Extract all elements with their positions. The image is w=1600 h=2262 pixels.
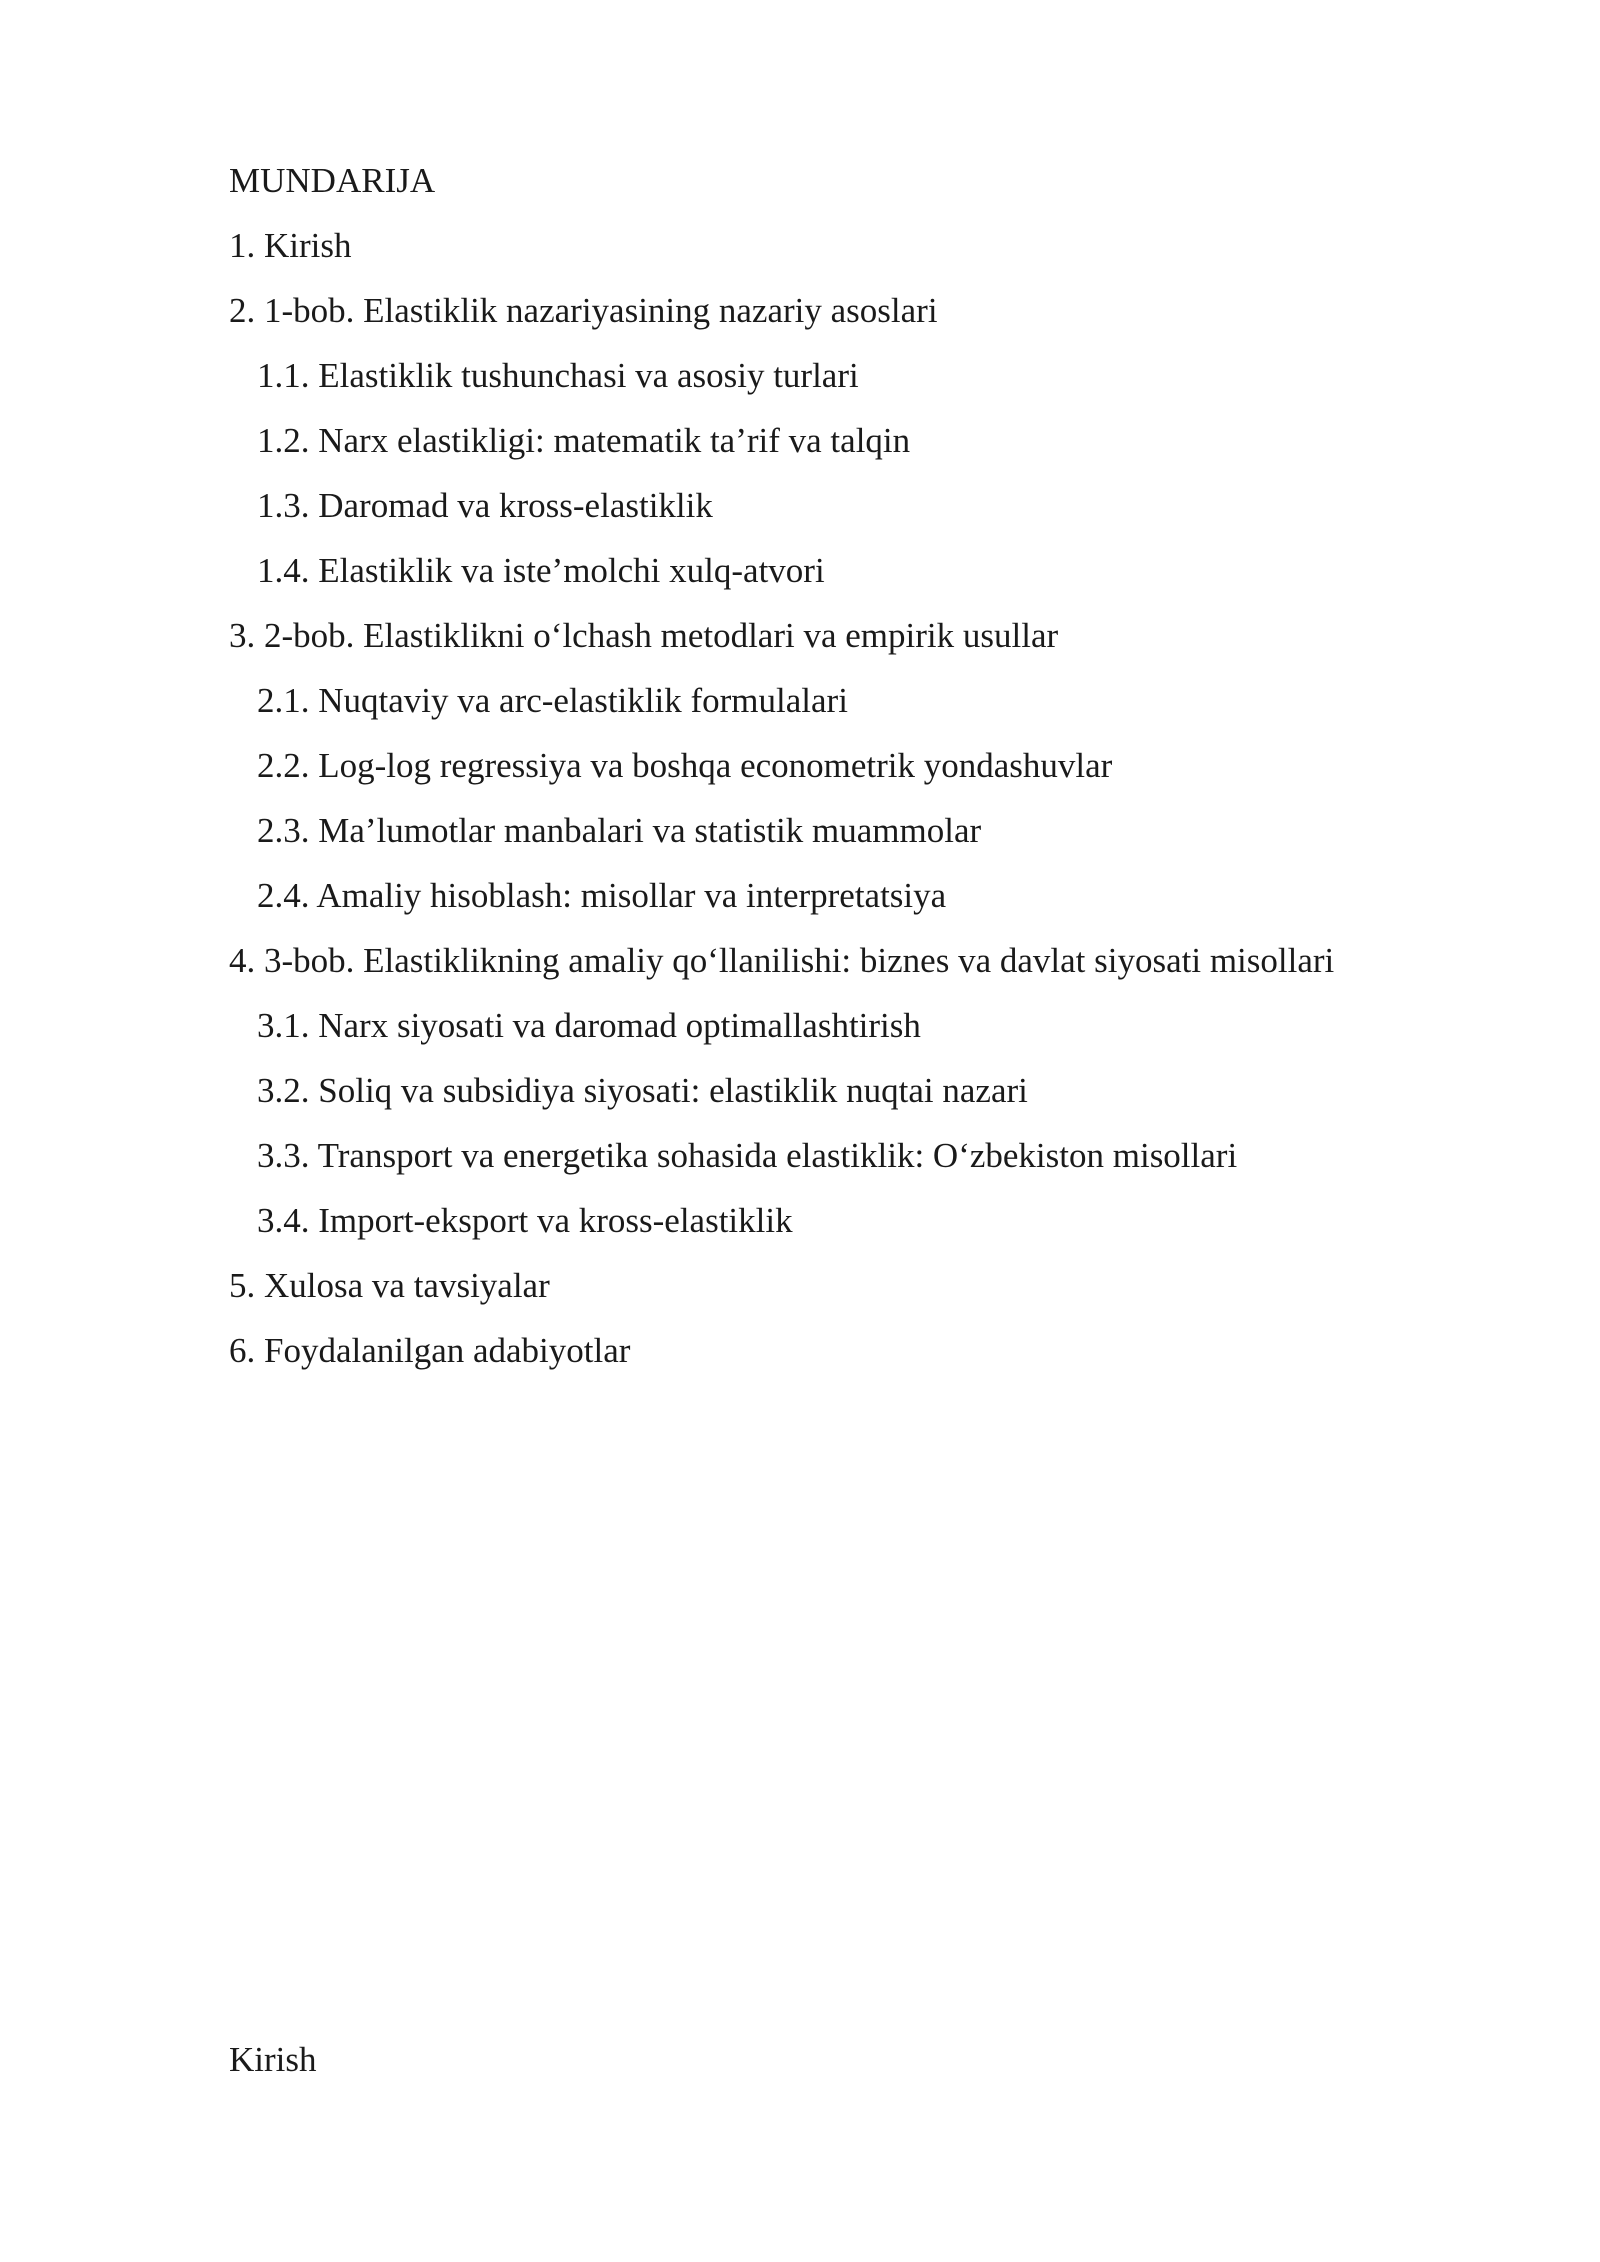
table-of-contents xyxy=(229,148,1529,1383)
toc-subentry: 1.1. Elastiklik tushunchasi va asosiy turlari xyxy=(257,356,859,395)
toc-subentry: 2.3. Ma’lumotlar manbalari va statistik muammolar xyxy=(257,811,982,850)
toc-entry: 4. 3-bob. Elastiklikning amaliy qo‘llanilishi: biznes va davlat siyosati misollari xyxy=(229,941,1335,980)
section-heading-kirish: Kirish xyxy=(229,2040,317,2079)
toc-entry: 1. Kirish xyxy=(229,226,352,265)
toc-subentry: 3.4. Import-eksport va kross-elastiklik xyxy=(257,1201,793,1240)
toc-subentry: 2.2. Log-log regressiya va boshqa econometrik yondashuvlar xyxy=(257,746,1113,785)
toc-entry: 3. 2-bob. Elastiklikni o‘lchash metodlari va empirik usullar xyxy=(229,616,1059,655)
toc-title: MUNDARIJA xyxy=(229,161,436,200)
toc-subentry: 3.2. Soliq va subsidiya siyosati: elastiklik nuqtai nazari xyxy=(257,1071,1028,1110)
toc-subentry: 2.4. Amaliy hisoblash: misollar va interpretatsiya xyxy=(257,876,947,915)
toc-subentry: 3.1. Narx siyosati va daromad optimallashtirish xyxy=(257,1006,921,1045)
toc-entry: 5. Xulosa va tavsiyalar xyxy=(229,1266,550,1305)
toc-subentry: 1.2. Narx elastikligi: matematik ta’rif va talqin xyxy=(257,421,911,460)
toc-subentry: 2.1. Nuqtaviy va arc-elastiklik formulalari xyxy=(257,681,848,720)
toc-subentry: 1.3. Daromad va kross-elastiklik xyxy=(257,486,713,525)
toc-subentry: 3.3. Transport va energetika sohasida elastiklik: O‘zbekiston misollari xyxy=(257,1136,1238,1175)
toc-entry: 6. Foydalanilgan adabiyotlar xyxy=(229,1331,631,1370)
toc-subentry: 1.4. Elastiklik va iste’molchi xulq-atvori xyxy=(257,551,825,590)
toc-entry: 2. 1-bob. Elastiklik nazariyasining nazariy asoslari xyxy=(229,291,938,330)
